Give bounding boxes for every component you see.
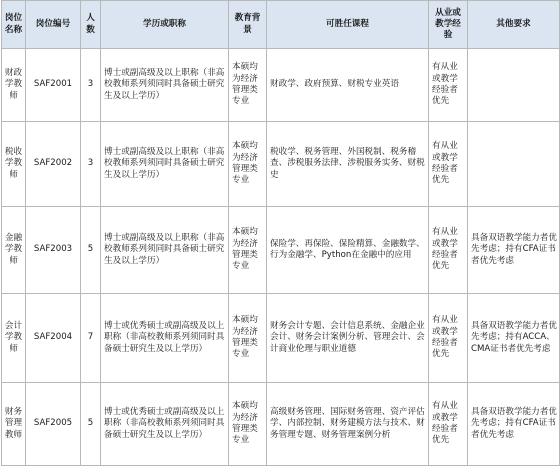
courses-cell: 财务会计专题、会计信息系统、金融企业会计、财务会计案例分析、管理会计、会计商业伦理与职业道德 <box>267 294 429 383</box>
education-cell: 博士或副高级及以上职称（非高校教师系列须同时具备硕士研究生及以上学历） <box>101 207 229 294</box>
other-requirements-cell: 具备双语教学能力者优先考虑；持有CFA证书者优先考虑 <box>468 383 560 466</box>
experience-cell: 有从业或教学经验者优先 <box>429 122 468 207</box>
position-code-cell: SAF2004 <box>26 294 81 383</box>
position-name-cell: 财务管理教师 <box>2 383 26 466</box>
courses-cell: 保险学、再保险、保险精算、金融数学、行为金融学、Python在金融中的应用 <box>267 207 429 294</box>
header-courses: 可胜任课程 <box>267 1 429 49</box>
other-requirements-cell <box>468 49 560 122</box>
header-headcount: 人数 <box>81 1 101 49</box>
position-name-cell: 税收学教师 <box>2 122 26 207</box>
courses-cell: 高级财务管理、国际财务管理、资产评估学、内部控制、财务建模方法与技术、财务管理专题、财务管理案例分析 <box>267 383 429 466</box>
position-code-cell: SAF2002 <box>26 122 81 207</box>
table-row <box>2 207 560 294</box>
headcount-cell: 7 <box>81 294 101 383</box>
education-cell: 博士或副高级及以上职称（非高校教师系列须同时具备硕士研究生及以上学历） <box>101 49 229 122</box>
courses-cell: 税收学、税务管理、外国税制、税务稽查、涉税服务法律、涉税服务实务、财税史 <box>267 122 429 207</box>
education-cell: 博士或副高级及以上职称（非高校教师系列须同时具备硕士研究生及以上学历） <box>101 122 229 207</box>
position-code-cell: SAF2005 <box>26 383 81 466</box>
header-experience: 从业或教学经验 <box>429 1 468 49</box>
background-cell: 本硕均为经济管理类专业 <box>229 294 267 383</box>
position-name-cell: 金融学教师 <box>2 207 26 294</box>
experience-cell: 有从业或教学经验者优先 <box>429 383 468 466</box>
background-cell: 本硕均为经济管理类专业 <box>229 49 267 122</box>
header-position-code: 岗位编号 <box>26 1 81 49</box>
other-requirements-cell: 具备双语教学能力者优先考虑；持有CFA证书者优先考虑 <box>468 207 560 294</box>
header-education: 学历或职称 <box>101 1 229 49</box>
header-education-background: 教育背景 <box>229 1 267 49</box>
table-row <box>2 122 560 207</box>
recruitment-table <box>1 0 560 466</box>
background-cell: 本硕均为经济管理类专业 <box>229 122 267 207</box>
background-cell: 本硕均为经济管理类专业 <box>229 207 267 294</box>
other-requirements-cell <box>468 122 560 207</box>
education-cell: 博士或优秀硕士或副高级及以上职称（非高校教师系列须同时具备硕士研究生及以上学历） <box>101 294 229 383</box>
experience-cell: 有从业或教学经验者优先 <box>429 49 468 122</box>
table-row <box>2 294 560 383</box>
table-row <box>2 383 560 466</box>
background-cell: 本硕均为经济管理类专业 <box>229 383 267 466</box>
header-row <box>2 1 560 49</box>
headcount-cell: 5 <box>81 383 101 466</box>
experience-cell: 有从业或教学经验者优先 <box>429 207 468 294</box>
experience-cell: 有从业或教学经验者优先 <box>429 294 468 383</box>
position-code-cell: SAF2003 <box>26 207 81 294</box>
other-requirements-cell: 具备双语教学能力者优先考虑；持有ACCA、CMA证书者优先考虑 <box>468 294 560 383</box>
table-row <box>2 49 560 122</box>
position-code-cell: SAF2001 <box>26 49 81 122</box>
header-position-name: 岗位名称 <box>2 1 26 49</box>
header-other-requirements: 其他要求 <box>468 1 560 49</box>
position-name-cell: 财政学教师 <box>2 49 26 122</box>
headcount-cell: 5 <box>81 207 101 294</box>
position-name-cell: 会计学教师 <box>2 294 26 383</box>
courses-cell: 财政学、政府预算、财税专业英语 <box>267 49 429 122</box>
headcount-cell: 3 <box>81 122 101 207</box>
education-cell: 博士或优秀硕士或副高级及以上职称（非高校教师系列须同时具备硕士研究生及以上学历） <box>101 383 229 466</box>
headcount-cell: 3 <box>81 49 101 122</box>
